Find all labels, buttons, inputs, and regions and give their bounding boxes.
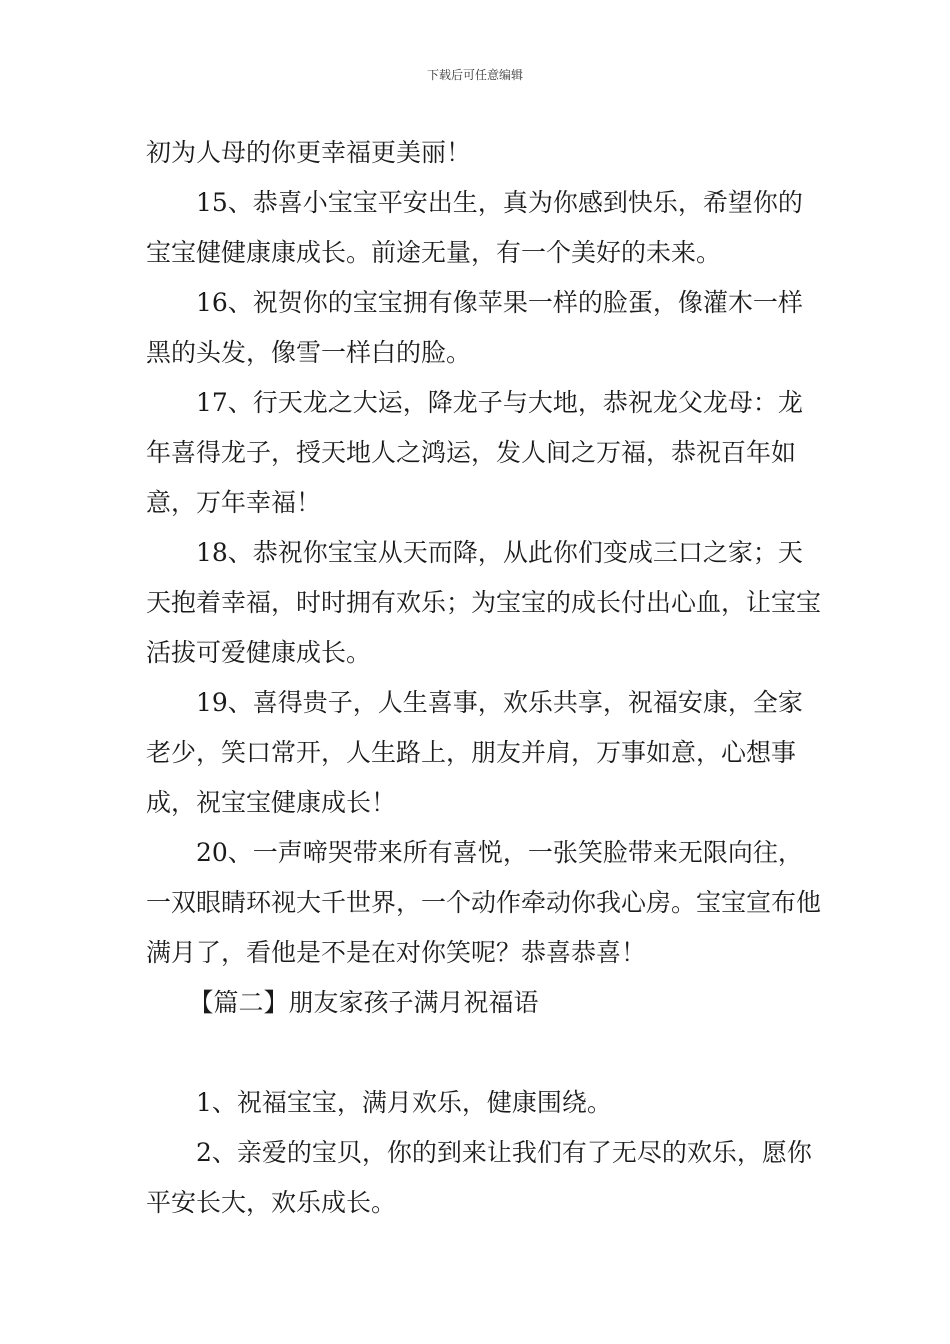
section-heading: 【篇二】朋友家孩子满月祝福语	[188, 988, 539, 1017]
wish-paragraph-19: 19、喜得贵子，人生喜事，欢乐共享，祝福安康，全家老少，笑口常开，人生路上，朋友并肩，万事如意，心想事成，祝宝宝健康成长！	[146, 688, 803, 817]
document-body	[146, 128, 824, 1228]
section-spacer	[146, 1028, 824, 1078]
wish-paragraph-1: 1、祝福宝宝，满月欢乐，健康围绕。	[196, 1088, 612, 1117]
wish-paragraph-18: 18、恭祝你宝宝从天而降，从此你们变成三口之家；天天抱着幸福，时时拥有欢乐；为宝宝的成长付出心血，让宝宝活拔可爱健康成长。	[146, 538, 822, 667]
wish-paragraph-15: 15、恭喜小宝宝平安出生，真为你感到快乐，希望你的宝宝健健康康成长。前途无量，有一个美好的未来。	[146, 188, 803, 267]
wish-paragraph-20: 20、一声啼哭带来所有喜悦，一张笑脸带来无限向往，一双眼睛环视大千世界，一个动作牵动你我心房。宝宝宣布他满月了，看他是不是在对你笑呢？恭喜恭喜！	[146, 838, 822, 967]
lead-line: 初为人母的你更幸福更美丽！	[146, 138, 472, 167]
wish-paragraph-16: 16、祝贺你的宝宝拥有像苹果一样的脸蛋，像灌木一样黑的头发，像雪一样白的脸。	[146, 288, 803, 367]
page-header-note: 下载后可任意编辑	[426, 68, 523, 82]
wish-paragraph-17: 17、行天龙之大运，降龙子与大地，恭祝龙父龙母：龙年喜得龙子，授天地人之鸿运，发人间之万福，恭祝百年如意，万年幸福！	[146, 388, 803, 517]
wish-paragraph-2: 2、亲爱的宝贝，你的到来让我们有了无尽的欢乐，愿你平安长大，欢乐成长。	[146, 1138, 812, 1217]
